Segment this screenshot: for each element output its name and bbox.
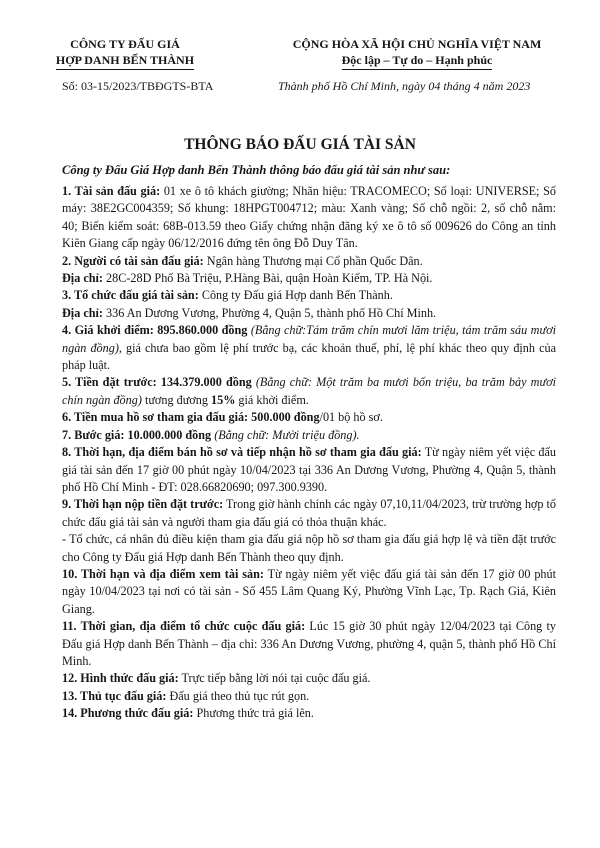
section-2-address — [62, 270, 556, 287]
document-title: THÔNG BÁO ĐẤU GIÁ TÀI SẢN — [184, 136, 416, 153]
amount-in-words: (Bằng chữ: Một trăm ba mươi bốn triệu, ba trăm bảy mươi chín ngàn đồng) — [62, 375, 557, 407]
nation-name: CỘNG HÒA XÃ HỘI CHỦ NGHĨA VIỆT NAM — [292, 37, 542, 51]
section-1 — [62, 183, 556, 253]
address-label: Địa chỉ: — [62, 271, 103, 286]
section-text: tương đương — [141, 392, 211, 407]
section-text: 01 xe ô tô khách giường; Nhãn hiệu: TRACOMECO; Số loại: UNIVERSE; Số máy: 38E2GC004359; Số khung: 18HPGT004712; màu: Xanh vàng; Số chỗ ngồi: 2, số chỗ nằm: 40; Biển kiểm soát: 68B-013.59 theo Giấy chứng nhận đăng ký xe ô tô số 009626 do Công an tỉnh Kiên Giang cấp ngày 06/12/2016 đứng tên ông Đỗ Duy Tân. — [62, 184, 556, 251]
document-intro: Công ty Đấu Giá Hợp danh Bến Thành thông báo đấu giá tài sản như sau: — [62, 163, 451, 177]
company-header — [40, 36, 210, 70]
document-ref-number: Số: 03-15/2023/TBĐGTS-BTA — [62, 79, 214, 93]
section-label: 13. Thủ tục đấu giá: — [62, 688, 167, 703]
section-4 — [62, 322, 556, 374]
section-label: 6. Tiền mua hồ sơ tham gia đấu giá: 500.000 đồng — [62, 410, 320, 425]
section-label: 11. Thời gian, địa điểm tổ chức cuộc đấu giá: — [62, 619, 306, 634]
section-2 — [62, 253, 556, 270]
section-text: Từ ngày niêm yết việc đấu giá tài sản đến 17 giờ 00 phút ngày 10/04/2023 tại nơi có tài sản - Số 455 Lâm Quang Ký, Phường Vĩnh Lạc, Tp. Rạch Giá, Kiên Giang. — [62, 566, 556, 616]
section-14 — [62, 705, 556, 722]
nation-motto: Độc lập – Tự do – Hạnh phúc — [342, 52, 493, 70]
section-8 — [62, 444, 556, 496]
section-text: Phương thức trả giá lên. — [193, 706, 314, 721]
section-13 — [62, 688, 556, 705]
section-9-note: - Tổ chức, cá nhân đủ điều kiện tham gia đấu giá nộp hồ sơ tham gia đấu giá hợp lệ và tiền đặt trước cho Công ty Đấu giá Hợp danh Bến Thành theo quy định. — [62, 532, 556, 564]
amount-in-words: (Bằng chữ:Tám trăm chín mươi lăm triệu, tám trăm sáu mươi ngàn đồng) — [62, 323, 556, 355]
company-name-line1: CÔNG TY ĐẤU GIÁ — [70, 37, 180, 51]
section-9 — [62, 496, 556, 531]
section-12 — [62, 670, 556, 687]
address-text: 336 An Dương Vương, Phường 4, Quận 5, thành phố Hồ Chí Minh. — [102, 305, 437, 320]
section-6 — [62, 409, 556, 426]
company-name-line2: HỢP DANH BẾN THÀNH — [56, 52, 194, 70]
section-3-address — [62, 305, 556, 322]
section-text: Đấu giá theo thủ tục rút gọn. — [166, 688, 310, 703]
section-text: Công ty Đấu giá Hợp danh Bến Thành. — [198, 288, 393, 303]
section-label: 14. Phương thức đấu giá: — [62, 706, 194, 721]
section-text: giá khởi điểm. — [235, 392, 309, 407]
section-label: 2. Người có tài sản đấu giá: — [62, 253, 204, 268]
document-date: Thành phố Hồ Chí Minh, ngày 04 tháng 4 năm 2023 — [278, 79, 531, 93]
section-3 — [62, 287, 556, 304]
document-body — [62, 183, 556, 723]
section-label: 5. Tiền đặt trước: 134.379.000 đồng — [62, 375, 252, 390]
section-label: 3. Tổ chức đấu giá tài sản: — [62, 288, 199, 303]
section-label: 8. Thời hạn, địa điểm bán hồ sơ và tiếp nhận hồ sơ tham gia đấu giá: — [62, 445, 422, 460]
section-text: Ngân hàng Thương mại Cổ phần Quốc Dân. — [203, 253, 423, 268]
nation-header — [252, 36, 582, 70]
section-label: 10. Thời hạn và địa điểm xem tài sản: — [62, 566, 264, 581]
section-text: Từ ngày niêm yết việc đấu giá tài sản đến 17 giờ 00 phút ngày 10/04/2023 tại 336 An Dương Vương, Phường 4, Quận 5, thành phố Hồ Chí Minh - ĐT: 028.66820690; 097.300.9390. — [62, 445, 556, 494]
address-label: Địa chỉ: — [62, 305, 103, 320]
section-label: 4. Giá khởi điểm: 895.860.000 đồng — [62, 323, 248, 338]
section-label: 7. Bước giá: 10.000.000 đồng — [62, 427, 212, 442]
amount-in-words: (Bằng chữ: Mười triệu đồng). — [211, 427, 360, 442]
section-text: Lúc 15 giờ 30 phút ngày 12/04/2023 tại Công ty Đấu giá Hợp danh Bến Thành – địa chỉ: 336 An Dương Vương, phường 4, quận 5, thành phố Hồ Chí Minh. — [62, 619, 556, 668]
deposit-percent: 15% — [211, 392, 236, 407]
section-label: 9. Thời hạn nộp tiền đặt trước: — [62, 497, 224, 512]
address-text: 28C-28D Phố Bà Triệu, P.Hàng Bài, quận Hoàn Kiếm, TP. Hà Nội. — [102, 271, 433, 286]
section-text: Trong giờ hành chính các ngày 07,10,11/04/2023, trừ trường hợp tổ chức đấu giá tài sản và người tham gia đấu giá có thỏa thuận khác. — [62, 497, 556, 529]
section-5 — [62, 374, 556, 409]
section-text: , giá chưa bao gồm lệ phí trước bạ, các khoản thuế, phí, lệ phí khác theo quy định của pháp luật. — [62, 340, 556, 373]
section-7 — [62, 427, 556, 444]
section-label: 1. Tài sản đấu giá: — [62, 184, 161, 198]
section-label: 12. Hình thức đấu giá: — [62, 671, 179, 686]
section-11 — [62, 618, 556, 670]
section-text: /01 bộ hồ sơ. — [319, 410, 383, 425]
section-10 — [62, 566, 556, 618]
section-text: Trực tiếp bằng lời nói tại cuộc đấu giá. — [178, 671, 371, 686]
